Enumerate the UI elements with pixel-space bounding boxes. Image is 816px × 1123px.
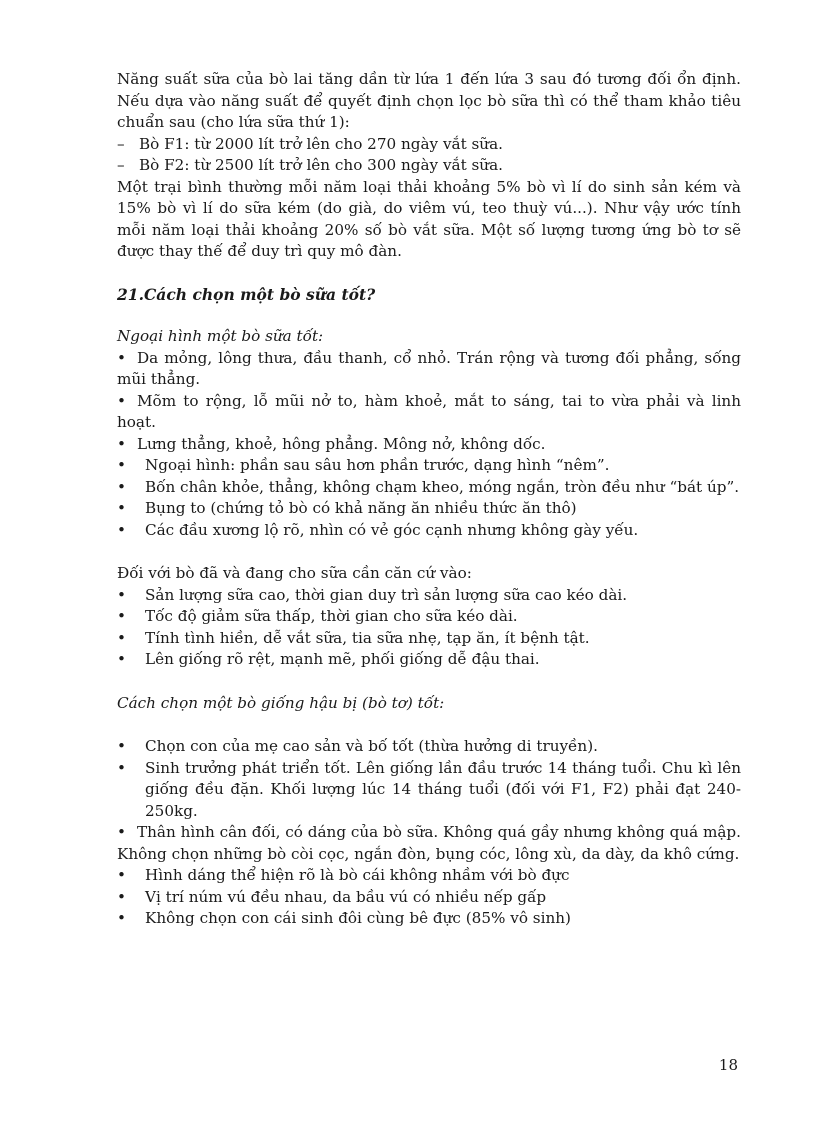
heifer-title: Cách chọn một bò giống hậu bị (bò tơ) tốt: <box>117 693 445 712</box>
appearance-item-text: Lưng thẳng, khoẻ, hông phẳng. Mông nở, không dốc. <box>137 434 546 453</box>
heifer-item <box>117 758 741 823</box>
bullet-marker: • <box>117 650 126 668</box>
bullet-marker: • <box>117 499 126 517</box>
bullet-marker: • <box>117 866 126 884</box>
bullet-marker: • <box>117 887 126 906</box>
heifer-item <box>117 822 741 865</box>
heifer-item-text: Thân hình cân đối, có dáng của bò sữa. Không quá gầy nhưng không quá mập. Không chọn những bò còi cọc, ngắn đòn, bụng cóc, lông xù, da dày, da khô cứng. <box>117 823 741 863</box>
page-number: 18 <box>718 1056 738 1074</box>
heifer-item <box>117 865 741 887</box>
dash-list-item <box>117 155 741 177</box>
intro-paragraph-2: Một trại bình thường mỗi năm loại thải khoảng 5% bò vì lí do sinh sản kém và 15% bò vì lí do sữa kém (do già, do viêm vú, teo thuỳ vú...). Như vậy ước tính mỗi năm loại thải khoảng 20% số bò vắt sữa. Một số lượng tương ứng bò tơ sẽ được thay thế để duy trì quy mô đàn. <box>117 177 741 260</box>
heifer-item <box>117 887 741 909</box>
bullet-marker: • <box>117 607 126 625</box>
milking-item-text: Sản lượng sữa cao, thời gian duy trì sản lượng sữa cao kéo dài. <box>145 585 628 604</box>
bullet-marker: • <box>117 823 126 841</box>
appearance-item <box>117 520 741 542</box>
heifer-item-text: Sinh trưởng phát triển tốt. Lên giống lần đầu trước 14 tháng tuổi. Chu kì lên giống đều đặn. Khối lượng lúc 14 tháng tuổi (đối với F1, F2) phải đạt 240-250kg. <box>145 758 741 820</box>
milking-item <box>117 649 741 671</box>
appearance-item-text: Bốn chân khỏe, thẳng, không chạm kheo, móng ngắn, tròn đều như “bát úp”. <box>145 477 740 496</box>
milking-item-text: Tính tình hiền, dễ vắt sữa, tia sữa nhẹ, tạp ăn, ít bệnh tật. <box>145 628 590 647</box>
section-heading: 21.Cách chọn một bò sữa tốt? <box>117 284 376 304</box>
bullet-marker: • <box>117 391 126 410</box>
bullet-marker: • <box>117 909 126 927</box>
appearance-item-text: Bụng to (chứng tỏ bò có khả năng ăn nhiều thức ăn thô) <box>145 499 577 517</box>
bullet-marker: • <box>117 520 126 539</box>
bullet-marker: • <box>117 348 126 367</box>
bullet-marker: • <box>117 456 126 474</box>
appearance-item-text: Da mỏng, lông thưa, đầu thanh, cổ nhỏ. Trán rộng và tương đối phẳng, sống mũi thẳng. <box>117 348 741 388</box>
milking-item <box>117 628 741 650</box>
appearance-item <box>117 434 741 456</box>
dash-marker: – <box>117 156 125 174</box>
appearance-item <box>117 391 741 434</box>
appearance-item <box>117 498 741 520</box>
bullet-marker: • <box>117 758 126 777</box>
dash-item-text: Bò F2: từ 2500 lít trở lên cho 300 ngày vắt sữa. <box>139 156 503 174</box>
document-page <box>117 69 741 930</box>
intro-paragraph-1: Năng suất sữa của bò lai tăng dần từ lứa 1 đến lứa 3 sau đó tương đối ổn định. Nếu dựa vào năng suất để quyết định chọn lọc bò sữa thì có thể tham khảo tiêu chuẩn sau (cho lứa sữa thứ 1): <box>117 70 741 131</box>
bullet-marker: • <box>117 628 126 647</box>
appearance-item-text: Các đầu xương lộ rõ, nhìn có vẻ góc cạnh nhưng không gày yếu. <box>145 520 639 539</box>
appearance-item-text: Mõm to rộng, lỗ mũi nở to, hàm khoẻ, mắt to sáng, tai to vừa phải và linh hoạt. <box>117 391 741 431</box>
heifer-item <box>117 908 741 930</box>
milking-item-text: Lên giống rõ rệt, mạnh mẽ, phối giống dễ đậu thai. <box>145 650 540 668</box>
dash-marker: – <box>117 134 125 153</box>
heifer-item-text: Hình dáng thể hiện rõ là bò cái không nhầm với bò đực <box>145 866 570 884</box>
bullet-marker: • <box>117 737 126 755</box>
heifer-item-text: Vị trí núm vú đều nhau, da bầu vú có nhiều nếp gấp <box>145 887 547 906</box>
milking-title: Đối với bò đã và đang cho sữa cần căn cứ vào: <box>117 564 472 582</box>
dash-list-item <box>117 134 741 156</box>
appearance-title: Ngoại hình một bò sữa tốt: <box>117 327 324 345</box>
dash-item-text: Bò F1: từ 2000 lít trở lên cho 270 ngày vắt sữa. <box>139 134 503 153</box>
appearance-item <box>117 348 741 391</box>
milking-item <box>117 585 741 607</box>
bullet-marker: • <box>117 434 126 453</box>
bullet-marker: • <box>117 477 126 496</box>
heifer-item <box>117 736 741 758</box>
milking-item <box>117 606 741 628</box>
milking-item-text: Tốc độ giảm sữa thấp, thời gian cho sữa kéo dài. <box>145 607 518 625</box>
bullet-marker: • <box>117 585 126 604</box>
appearance-item-text: Ngoại hình: phần sau sâu hơn phần trước, dạng hình “nêm”. <box>145 456 610 474</box>
heifer-item-text: Không chọn con cái sinh đôi cùng bê đực (85% vô sinh) <box>145 909 571 927</box>
appearance-item <box>117 477 741 499</box>
heifer-item-text: Chọn con của mẹ cao sản và bố tốt (thừa hưởng di truyền). <box>145 737 598 755</box>
appearance-item <box>117 455 741 477</box>
